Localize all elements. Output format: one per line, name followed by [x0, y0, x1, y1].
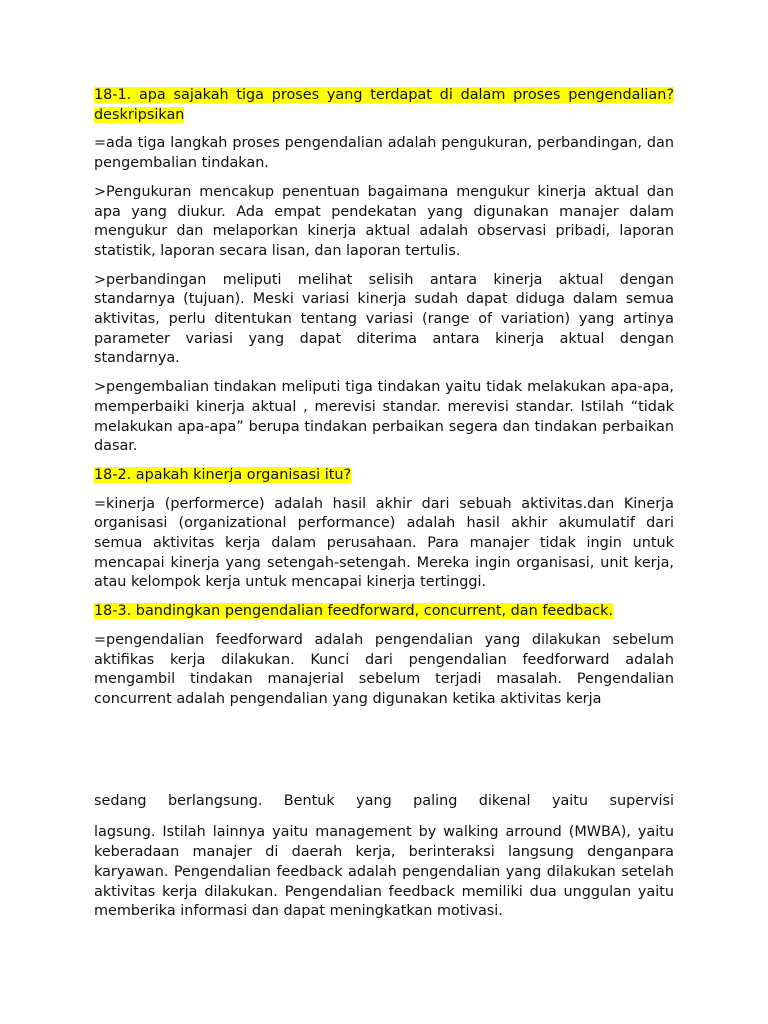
pengukuran-paragraph: >Pengukuran mencakup penentuan bagaimana mengukur kinerja aktual dan apa yang diukur. Ada empat pendekatan yang digunakan manajer dalam mengukur dan melaporkan kinerja aktual adalah observasi pribadi, laporan statistik, laporan secara lisan, dan laporan tertulis.: [94, 183, 674, 259]
question-18-1-highlight: 18-1. apa sajakah tiga proses yang terdapat di dalam proses pengendalian? deskripsikan: [94, 87, 674, 123]
question-18-2: [94, 466, 674, 486]
feedback-paragraph: lagsung. Istilah lainnya yaitu management by walking arround (MWBA), yaitu keberadaan manajer di daerah kerja, berinteraksi langsung denganpara karyawan. Pengendalian feedback adalah pengendalian yang dilakukan setelah aktivitas kerja dilakukan. Pengendalian feedback memiliki dua unggulan yaitu memberika informasi dan dapat meningkatkan motivasi.: [94, 824, 674, 920]
question-18-2-highlight: 18-2. apakah kinerja organisasi itu?: [94, 466, 352, 483]
pengembalian-tindakan-paragraph: >pengembalian tindakan meliputi tiga tindakan yaitu tidak melakukan apa-apa, memperbaiki kinerja aktual , merevisi standar. merevisi standar. Istilah “tidak melakukan apa-apa” berupa tindakan perbaikan segera dan tindakan perbaikan dasar.: [94, 379, 674, 455]
feedforward-paragraph: =pengendalian feedforward adalah pengendalian yang dilakukan sebelum aktifikas kerja dilakukan. Kunci dari pengendalian feedforward adalah mengambil tindakan manajerial sebelum terjadi masalah. Pengendalian concurrent adalah pengendalian yang digunakan ketika aktivitas kerja: [94, 631, 674, 707]
document-page: [94, 86, 674, 931]
concurrent-continuation-line: sedang berlangsung. Bentuk yang paling dikenal yaitu supervisi: [94, 792, 674, 809]
answer-intro-paragraph: =ada tiga langkah proses pengendalian adalah pengukuran, perbandingan, dan pengembalian tindakan.: [94, 135, 674, 172]
question-18-1: [94, 86, 674, 125]
question-18-3-highlight: 18-3. bandingkan pengendalian feedforward, concurrent, dan feedback.: [94, 603, 614, 620]
page-break-gap: [94, 719, 674, 792]
kinerja-answer-paragraph: =kinerja (performerce) adalah hasil akhir dari sebuah aktivitas.dan Kinerja organisasi (organizational performance) adalah hasil akhir akumulatif dari semua aktivitas kerja dalam perusahaan. Para manajer tidak ingin untuk mencapai kinerja yang setengah-setengah. Mereka ingin organisasi, unit kerja, atau kelompok kerja untuk mencapai kinerja tertinggi.: [94, 495, 674, 591]
perbandingan-paragraph: >perbandingan meliputi melihat selisih antara kinerja aktual dengan standarnya (tujuan). Meski variasi kinerja sudah dapat diduga dalam semua aktivitas, perlu ditentukan tentang variasi (range of variation) yang artinya parameter variasi yang dapat diterima antara kinerja aktual dengan standarnya.: [94, 271, 674, 367]
question-18-3: [94, 602, 674, 622]
